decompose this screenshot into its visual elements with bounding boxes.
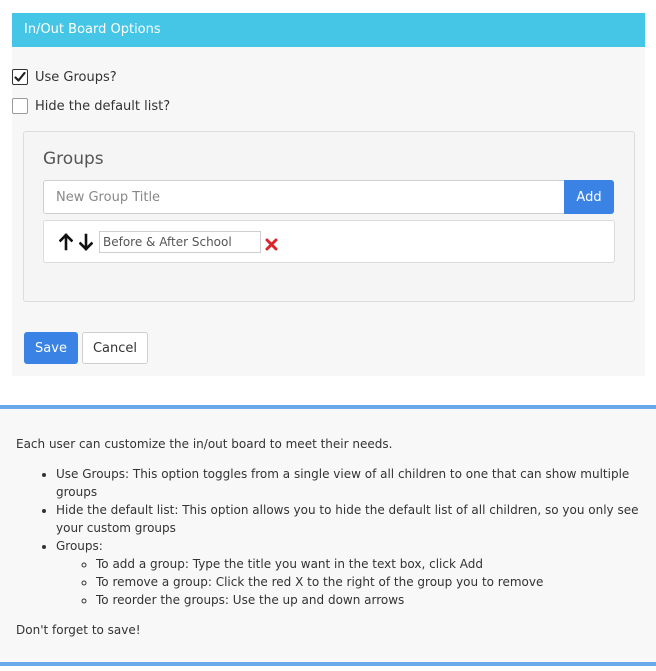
hide-default-checkbox[interactable] <box>12 98 28 114</box>
help-item-groups <box>56 537 646 609</box>
arrow-down-icon[interactable] <box>79 233 93 251</box>
help-footer: Don't forget to save! <box>16 623 141 637</box>
group-title-input[interactable] <box>99 231 261 253</box>
save-button[interactable]: Save <box>24 332 78 364</box>
help-subitem-reorder: ◦ To reorder the groups: Use the up and down arrows <box>96 591 646 609</box>
arrow-up-icon[interactable] <box>59 233 73 251</box>
cancel-button[interactable]: Cancel <box>82 332 148 364</box>
panel-title: In/Out Board Options <box>12 13 645 47</box>
help-list <box>16 465 646 609</box>
group-item <box>44 221 614 262</box>
groups-box <box>23 131 635 302</box>
help-intro: Each user can customize the in/out board to meet their needs. <box>16 437 393 451</box>
use-groups-label: Use Groups? <box>35 69 117 85</box>
check-icon <box>14 71 26 83</box>
red-x-icon[interactable] <box>265 236 278 249</box>
help-item-groups-label: Groups: <box>56 539 103 553</box>
help-section <box>0 405 656 666</box>
help-item-use-groups: • Use Groups: This option toggles from a single view of all children to one that can show multiple groups <box>56 465 646 501</box>
use-groups-checkbox[interactable] <box>12 69 28 85</box>
options-panel <box>12 13 645 376</box>
new-group-title-input[interactable] <box>43 180 565 214</box>
use-groups-row[interactable] <box>12 68 117 86</box>
hide-default-label: Hide the default list? <box>35 98 171 114</box>
groups-title: Groups <box>43 149 104 169</box>
group-list <box>43 220 615 263</box>
add-group-button[interactable]: Add <box>564 180 614 214</box>
help-subitem-remove: ◦ To remove a group: Click the red X to the right of the group you to remove <box>96 573 646 591</box>
hide-default-row[interactable] <box>12 97 170 115</box>
help-subitem-add: ◦ To add a group: Type the title you want in the text box, click Add <box>96 555 646 573</box>
help-sublist <box>56 555 646 609</box>
help-item-hide-default: • Hide the default list: This option allows you to hide the default list of all children, so you only see your custom groups <box>56 501 646 537</box>
